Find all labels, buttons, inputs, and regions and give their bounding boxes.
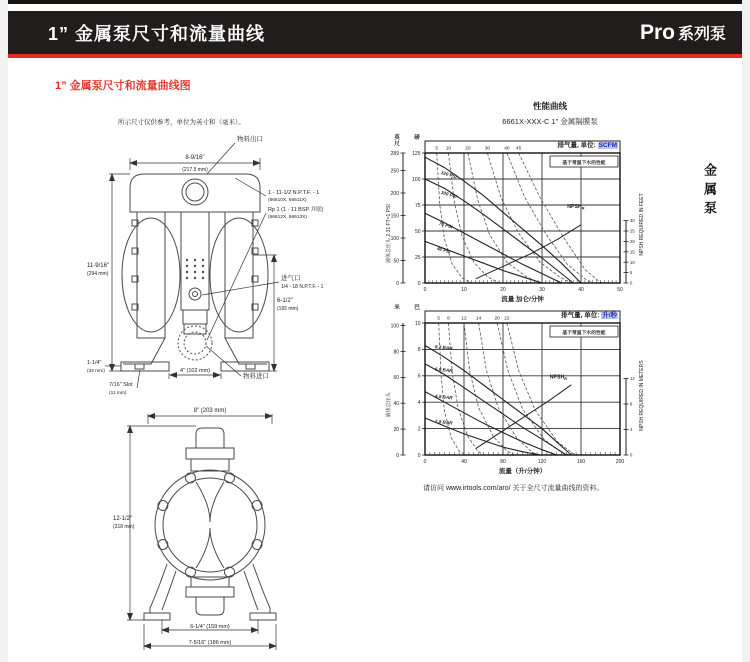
secondary-tick-label: 250: [390, 168, 399, 175]
performance-chart-imperial-svg: [383, 131, 713, 309]
air-axis-tick-label: 20: [494, 316, 500, 322]
npsh-tick-label: 0: [630, 280, 633, 286]
secondary-tick-label: 0: [396, 452, 399, 459]
inlet-label: 物料进口: [243, 373, 269, 380]
series-name: 系列泵: [677, 25, 726, 43]
dim-slot-mm: (11 mm): [109, 391, 127, 396]
secondary-tick-label: 0: [396, 280, 399, 287]
y-tick-label: 6: [417, 373, 421, 380]
x-tick-label: 50: [617, 287, 623, 293]
npsh-label-subscript: R: [564, 376, 567, 381]
air-note-unit: 升/秒: [602, 312, 617, 319]
air-consumption-curve: [507, 323, 579, 455]
dims-note: 所示尺寸仅供参考，单位为英寸和（毫米）。: [118, 119, 245, 126]
pressure-curve: [425, 364, 566, 455]
pump-front-view-drawing: [85, 112, 385, 404]
pressure-curve-label: 6.9 BAR: [434, 366, 453, 374]
x-tick-label: 30: [539, 287, 545, 293]
secondary-tick-label: 60: [393, 375, 399, 382]
dim-height-mm: (294 mm): [87, 271, 109, 277]
air-note-unit: SCFM: [598, 142, 617, 149]
secondary-tick-label: 50: [393, 258, 399, 265]
npsh-curve-label: $NPSH_R$: [549, 374, 567, 381]
dim-width: 8-9/16": [185, 155, 205, 161]
dim-side-feet: 6-1/4" (159 mm): [190, 624, 230, 630]
air-consumption-curve: [448, 153, 499, 283]
y-tick-label: 4: [417, 400, 421, 406]
charts-heading: 性能曲线: [532, 101, 567, 111]
x-tick-label: 40: [461, 459, 467, 465]
air-axis-tick-label: 8: [447, 316, 450, 322]
top-edge-strip: [8, 0, 742, 4]
page-title: 1” 金属泵尺寸和流量曲线: [48, 23, 266, 44]
primary-axis-header: 磅: [414, 135, 420, 141]
secondary-tick-label: 20: [393, 426, 399, 433]
npsh-label-subscript: R: [581, 206, 585, 211]
outlet-label: 物料出口: [237, 136, 263, 143]
muffler-dots: [186, 259, 204, 279]
performance-chart-metric-svg: [383, 301, 723, 493]
secondary-tick-label: 289: [390, 150, 399, 157]
dim-foot: 1-1/4": [87, 360, 102, 366]
plot-border: [425, 323, 620, 455]
pressure-curve-label: 4.8 BAR: [434, 393, 453, 401]
pressure-curve-label: 40 PSI: [436, 245, 452, 255]
footer-post: 关于全尺寸流量曲线的资料。: [510, 485, 604, 492]
y-tick-label: 0: [417, 280, 421, 287]
pressure-curve-label: 2.8 BAR: [434, 418, 453, 426]
air-units-note: [510, 140, 618, 149]
footer-url: www.irtools.com/aro/: [445, 485, 511, 492]
performance-chart-metric: [383, 301, 723, 493]
right-axis-title: NPSH REQUIRED IN METERS: [639, 360, 645, 431]
x-tick-label: 200: [615, 459, 625, 465]
secondary-tick-label: 80: [393, 349, 399, 356]
y-tick-label: 8: [417, 347, 421, 354]
npsh-tick-label: 8: [630, 401, 633, 407]
x-tick-label: 120: [537, 459, 547, 465]
dim-base: 4" (102 mm): [179, 368, 211, 374]
air-consumption-curve: [519, 153, 606, 283]
dim-height: 11-9/16": [87, 263, 110, 269]
port-spec-2-models: (66612X, 66613X): [268, 215, 307, 220]
dim-side-height-mm: (318 mm): [113, 524, 135, 530]
dim-side-width: 8" (203 mm): [193, 408, 227, 414]
air-axis-tick-label: 14: [475, 316, 482, 322]
x-tick-label: 0: [423, 459, 427, 465]
npsh-tick-label: 15: [630, 249, 635, 255]
npsh-tick-label: 25: [630, 228, 635, 234]
primary-axis-header: 巴: [414, 305, 420, 311]
secondary-axis-header: 尺: [394, 141, 400, 148]
pressure-curve-label: 100 PSI: [440, 189, 458, 200]
y-tick-label: 2: [417, 426, 421, 433]
air-note-text: 排气量, 单位:: [557, 142, 598, 149]
right-axis-title: NPSH REQUIRED IN FEET: [639, 193, 645, 256]
secondary-axis-header: 英: [394, 135, 400, 141]
y-tick-label: 75: [414, 202, 421, 209]
port-spec-1: 1 - 11-1/2 N.P.T.F. - 1: [268, 190, 320, 196]
pump-side-outline: [144, 428, 276, 620]
x-axis-label: 流量（升/分钟）: [498, 468, 547, 475]
secondary-tick-label: 200: [390, 190, 399, 197]
y-tick-label: 25: [414, 254, 421, 261]
air-axis-tick-label: 5: [435, 146, 439, 152]
air-consumption-curve: [439, 323, 466, 455]
air-axis-tick-label: 20: [465, 146, 471, 152]
note-box-text: 基于常温下水的性能: [562, 161, 606, 166]
footer-pre: 请访问: [423, 485, 446, 492]
port-spec-2: Rp 1 (1 - 11 BSP 并联): [268, 207, 324, 213]
air-axis-tick-label: 40: [504, 146, 510, 152]
npsh-tick-label: 4: [630, 427, 633, 433]
section-subtitle: 1” 金属泵尺寸和流量曲线图: [55, 80, 191, 92]
plot-border: [425, 153, 620, 283]
pressure-curve-label: 120 PSI: [440, 169, 458, 180]
dim-side-base: 7-5/16" (186 mm): [188, 640, 232, 646]
dim-width-mm: (217.5 mm): [182, 167, 208, 173]
y-tick-label: 0: [417, 452, 421, 459]
y-tick-label: 50: [414, 228, 421, 235]
air-note-text: 排气量, 单位:: [561, 312, 602, 319]
x-axis-label: 流量 加仑/分钟: [501, 296, 544, 303]
x-tick-label: 160: [576, 459, 586, 465]
secondary-axis-header: 米: [394, 305, 400, 311]
air-consumption-curve: [507, 153, 593, 283]
pressure-curve-label: 8.3 BAR: [434, 344, 453, 351]
npsh-tick-label: 20: [630, 239, 635, 244]
left-axis-title: 液体总压头 2.31 FT=1 PSI: [386, 204, 392, 263]
x-tick-label: 80: [500, 459, 506, 465]
air-axis-tick-label: 12: [461, 316, 467, 322]
y-tick-label: 10: [414, 320, 421, 327]
red-accent-rule: [8, 54, 742, 58]
air-axis-tick-label: 22: [504, 316, 510, 322]
x-tick-label: 0: [423, 287, 427, 293]
dim-foot-mm: (32 mm): [87, 369, 105, 374]
note-box-text: 基于常温下水的性能: [562, 331, 606, 336]
y-tick-label: 125: [412, 150, 421, 157]
performance-chart-imperial: [383, 131, 713, 309]
page-header-bar: [8, 11, 742, 54]
pump-side-view-drawing: [110, 398, 340, 662]
side-tab-label: 金属泵: [702, 163, 717, 220]
npsh-tick-label: 5: [630, 270, 633, 276]
secondary-tick-label: 100: [390, 235, 399, 242]
npsh-curve-label: $NPSH_R$: [567, 204, 585, 211]
charts-model-line: 6661X-XXX-C 1” 金属隔膜泵: [502, 117, 598, 126]
secondary-tick-label: 100: [390, 323, 399, 330]
dim-slot: 7/16" Slot: [109, 382, 133, 388]
npsh-tick-label: 10: [630, 259, 635, 265]
pressure-curve-label: 70 PSI: [438, 220, 454, 230]
secondary-tick-label: 40: [393, 401, 399, 407]
npsh-curve: [476, 225, 581, 279]
npsh-tick-label: 12: [630, 376, 635, 381]
footer-note: [423, 483, 603, 493]
x-tick-label: 40: [578, 287, 584, 293]
air-axis-tick-label: 5: [437, 316, 441, 322]
air-inlet-spec: 1/4 - 18 N.P.T.F. - 1: [281, 284, 324, 290]
dim-air-height-mm: (165 mm): [277, 306, 299, 312]
y-tick-label: 100: [412, 176, 421, 183]
series-title: [640, 21, 726, 45]
air-units-note: [510, 310, 618, 319]
npsh-tick-label: 0: [630, 452, 633, 458]
left-axis-title: 液体总压头: [386, 392, 392, 418]
secondary-tick-label: 150: [390, 213, 399, 220]
dim-side-height: 12-1/2": [113, 516, 133, 522]
port-spec-1-models: (66610X, 66611X): [268, 198, 307, 203]
air-consumption-curve: [468, 153, 540, 283]
air-axis-tick-label: 30: [484, 146, 491, 152]
dim-air-height: 6-1/2": [277, 298, 293, 304]
air-inlet-label: 进气口: [281, 275, 301, 282]
air-axis-tick-label: 45: [515, 146, 522, 152]
air-consumption-curve: [487, 153, 571, 283]
x-tick-label: 10: [461, 287, 467, 293]
x-tick-label: 20: [500, 287, 506, 293]
npsh-curve: [476, 385, 572, 449]
series-pro: Pro: [639, 20, 675, 44]
npsh-tick-label: 30: [630, 218, 635, 224]
air-axis-tick-label: 10: [445, 146, 452, 152]
